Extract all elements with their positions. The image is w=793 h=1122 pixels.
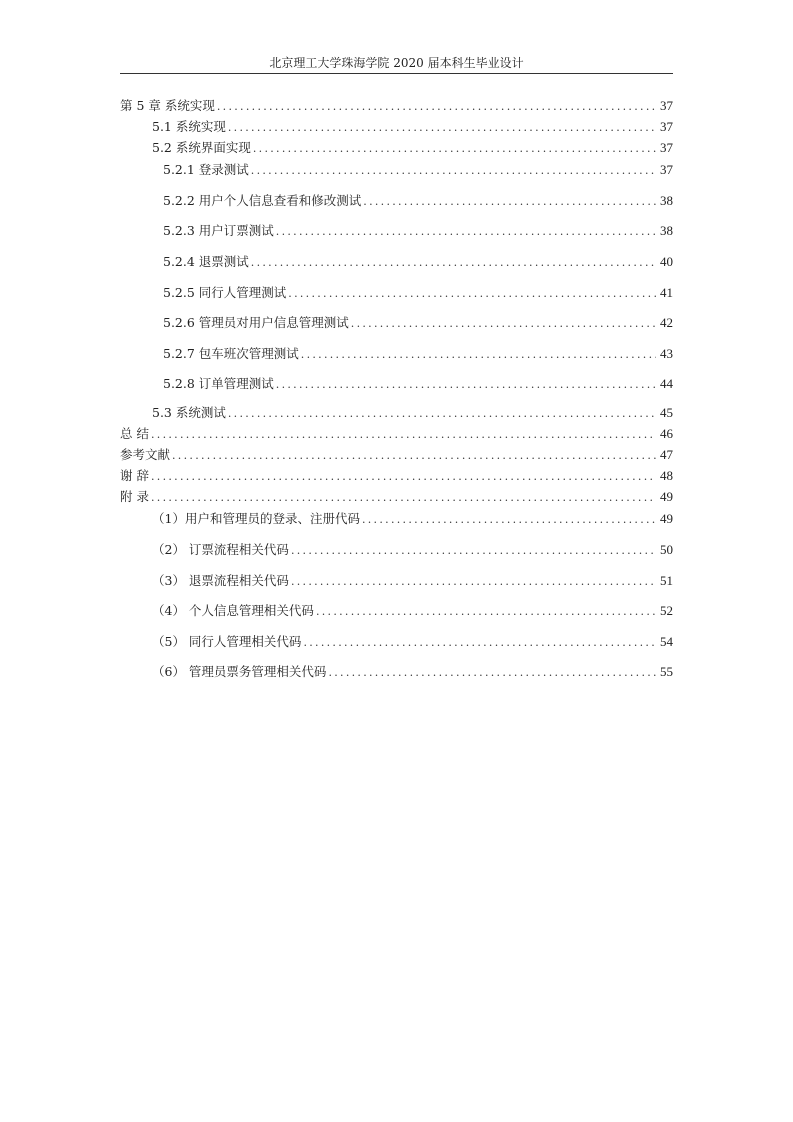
toc-entry-page: 41: [660, 285, 673, 300]
toc-entry-page: 50: [660, 542, 673, 557]
toc-leader-dots: [276, 376, 656, 393]
page-header: 北京理工大学珠海学院 2020 届本科生毕业设计: [269, 56, 524, 70]
toc-entry-page: 46: [660, 426, 673, 441]
toc-leader-dots: [351, 315, 656, 332]
toc-entry-page: 51: [660, 573, 673, 588]
toc-entry-appendix[interactable]: [120, 488, 673, 506]
toc-entry-page: 38: [660, 193, 673, 208]
toc-entry-page: 45: [660, 405, 673, 420]
toc-entry-page: 54: [660, 634, 673, 649]
toc-leader-dots: [362, 511, 656, 528]
toc-entry-page: 55: [660, 664, 673, 679]
toc-entry-page: 49: [660, 489, 673, 504]
toc-entry-page: 42: [660, 315, 673, 330]
toc-entry-5-2-6[interactable]: [163, 314, 673, 332]
toc-entry-page: 49: [660, 511, 673, 526]
toc-leader-dots: [228, 405, 656, 422]
toc-entry-label: 总 结: [120, 426, 149, 441]
toc-entry-page: 48: [660, 468, 673, 483]
toc-entry-label: 5.2.8 订单管理测试: [163, 376, 274, 391]
toc-entry-label: 5.1 系统实现: [152, 119, 226, 134]
toc-entry-5-2-2[interactable]: [163, 192, 673, 210]
toc-entry-page: 37: [660, 119, 673, 134]
toc-leader-dots: [276, 223, 656, 240]
toc-leader-dots: [253, 140, 656, 157]
toc-entry-label: 第 5 章 系统实现: [120, 98, 215, 113]
toc-entry-label: 5.2.3 用户订票测试: [163, 223, 274, 238]
toc-entry-page: 40: [660, 254, 673, 269]
toc-entry-label: 5.2.7 包车班次管理测试: [163, 346, 299, 361]
toc-entry-appendix-6[interactable]: [152, 663, 673, 681]
toc-entry-5-2-4[interactable]: [163, 253, 673, 271]
toc-leader-dots: [172, 447, 656, 464]
toc-entry-5-2-7[interactable]: [163, 345, 673, 363]
toc-leader-dots: [151, 426, 656, 443]
toc-entry-5-2[interactable]: [152, 139, 673, 157]
toc-entry-page: 52: [660, 603, 673, 618]
toc-entry-5-2-8[interactable]: [163, 375, 673, 393]
toc-leader-dots: [303, 634, 656, 651]
toc-entry-label: 5.2.4 退票测试: [163, 254, 249, 269]
toc-leader-dots: [251, 254, 656, 271]
toc-leader-dots: [217, 98, 656, 115]
toc-entry-5-2-5[interactable]: [163, 284, 673, 302]
toc-entry-label: （5） 同行人管理相关代码: [152, 634, 302, 649]
toc-entry-label: （6） 管理员票务管理相关代码: [152, 664, 327, 679]
toc-entry-label: 5.2 系统界面实现: [152, 140, 251, 155]
toc-entry-page: 38: [660, 223, 673, 238]
toc-entry-label: 谢 辞: [120, 468, 149, 483]
toc-leader-dots: [301, 346, 656, 363]
toc-leader-dots: [151, 489, 656, 506]
toc-entry-label: 附 录: [120, 489, 149, 504]
toc-entry-5-3[interactable]: [152, 404, 673, 422]
toc-entry-page: 43: [660, 346, 673, 361]
toc-entry-label: （1）用户和管理员的登录、注册代码: [152, 511, 360, 526]
toc-entry-label: 5.2.6 管理员对用户信息管理测试: [163, 315, 349, 330]
toc-entry-page: 47: [660, 447, 673, 462]
toc-entry-label: 5.2.1 登录测试: [163, 162, 249, 177]
toc-entry-page: 44: [660, 376, 673, 391]
toc-entry-conclusion[interactable]: [120, 425, 673, 443]
toc-leader-dots: [363, 193, 656, 210]
toc-leader-dots: [151, 468, 656, 485]
toc-leader-dots: [316, 603, 656, 620]
toc-entry-page: 37: [660, 98, 673, 113]
toc-entry-appendix-5[interactable]: [152, 633, 673, 651]
toc-entry-appendix-2[interactable]: [152, 541, 673, 559]
toc-leader-dots: [291, 542, 656, 559]
toc-leader-dots: [328, 664, 656, 681]
toc-entry-label: （3） 退票流程相关代码: [152, 573, 289, 588]
toc-entry-label: （4） 个人信息管理相关代码: [152, 603, 314, 618]
toc-entry-label: 5.2.2 用户个人信息查看和修改测试: [163, 193, 362, 208]
toc-entry-appendix-1[interactable]: [152, 510, 673, 528]
toc-entry-appendix-4[interactable]: [152, 602, 673, 620]
toc-entry-page: 37: [660, 162, 673, 177]
toc-leader-dots: [291, 573, 656, 590]
toc-entry-label: 5.2.5 同行人管理测试: [163, 285, 287, 300]
toc-entry-acknowledgements[interactable]: [120, 467, 673, 485]
toc-entry-5-2-1[interactable]: [163, 161, 673, 179]
toc-entry-references[interactable]: [120, 446, 673, 464]
toc-leader-dots: [228, 119, 656, 136]
toc-entry-5-1[interactable]: [152, 118, 673, 136]
toc-leader-dots: [288, 285, 656, 302]
toc-entry-label: 参考文献: [120, 447, 171, 462]
toc-entry-appendix-3[interactable]: [152, 572, 673, 590]
header-divider: [120, 73, 673, 74]
toc-entry-chapter-5[interactable]: [120, 97, 673, 115]
toc-entry-page: 37: [660, 140, 673, 155]
toc-entry-5-2-3[interactable]: [163, 222, 673, 240]
toc-leader-dots: [251, 162, 656, 179]
toc-entry-label: （2） 订票流程相关代码: [152, 542, 289, 557]
toc-entry-label: 5.3 系统测试: [152, 405, 226, 420]
